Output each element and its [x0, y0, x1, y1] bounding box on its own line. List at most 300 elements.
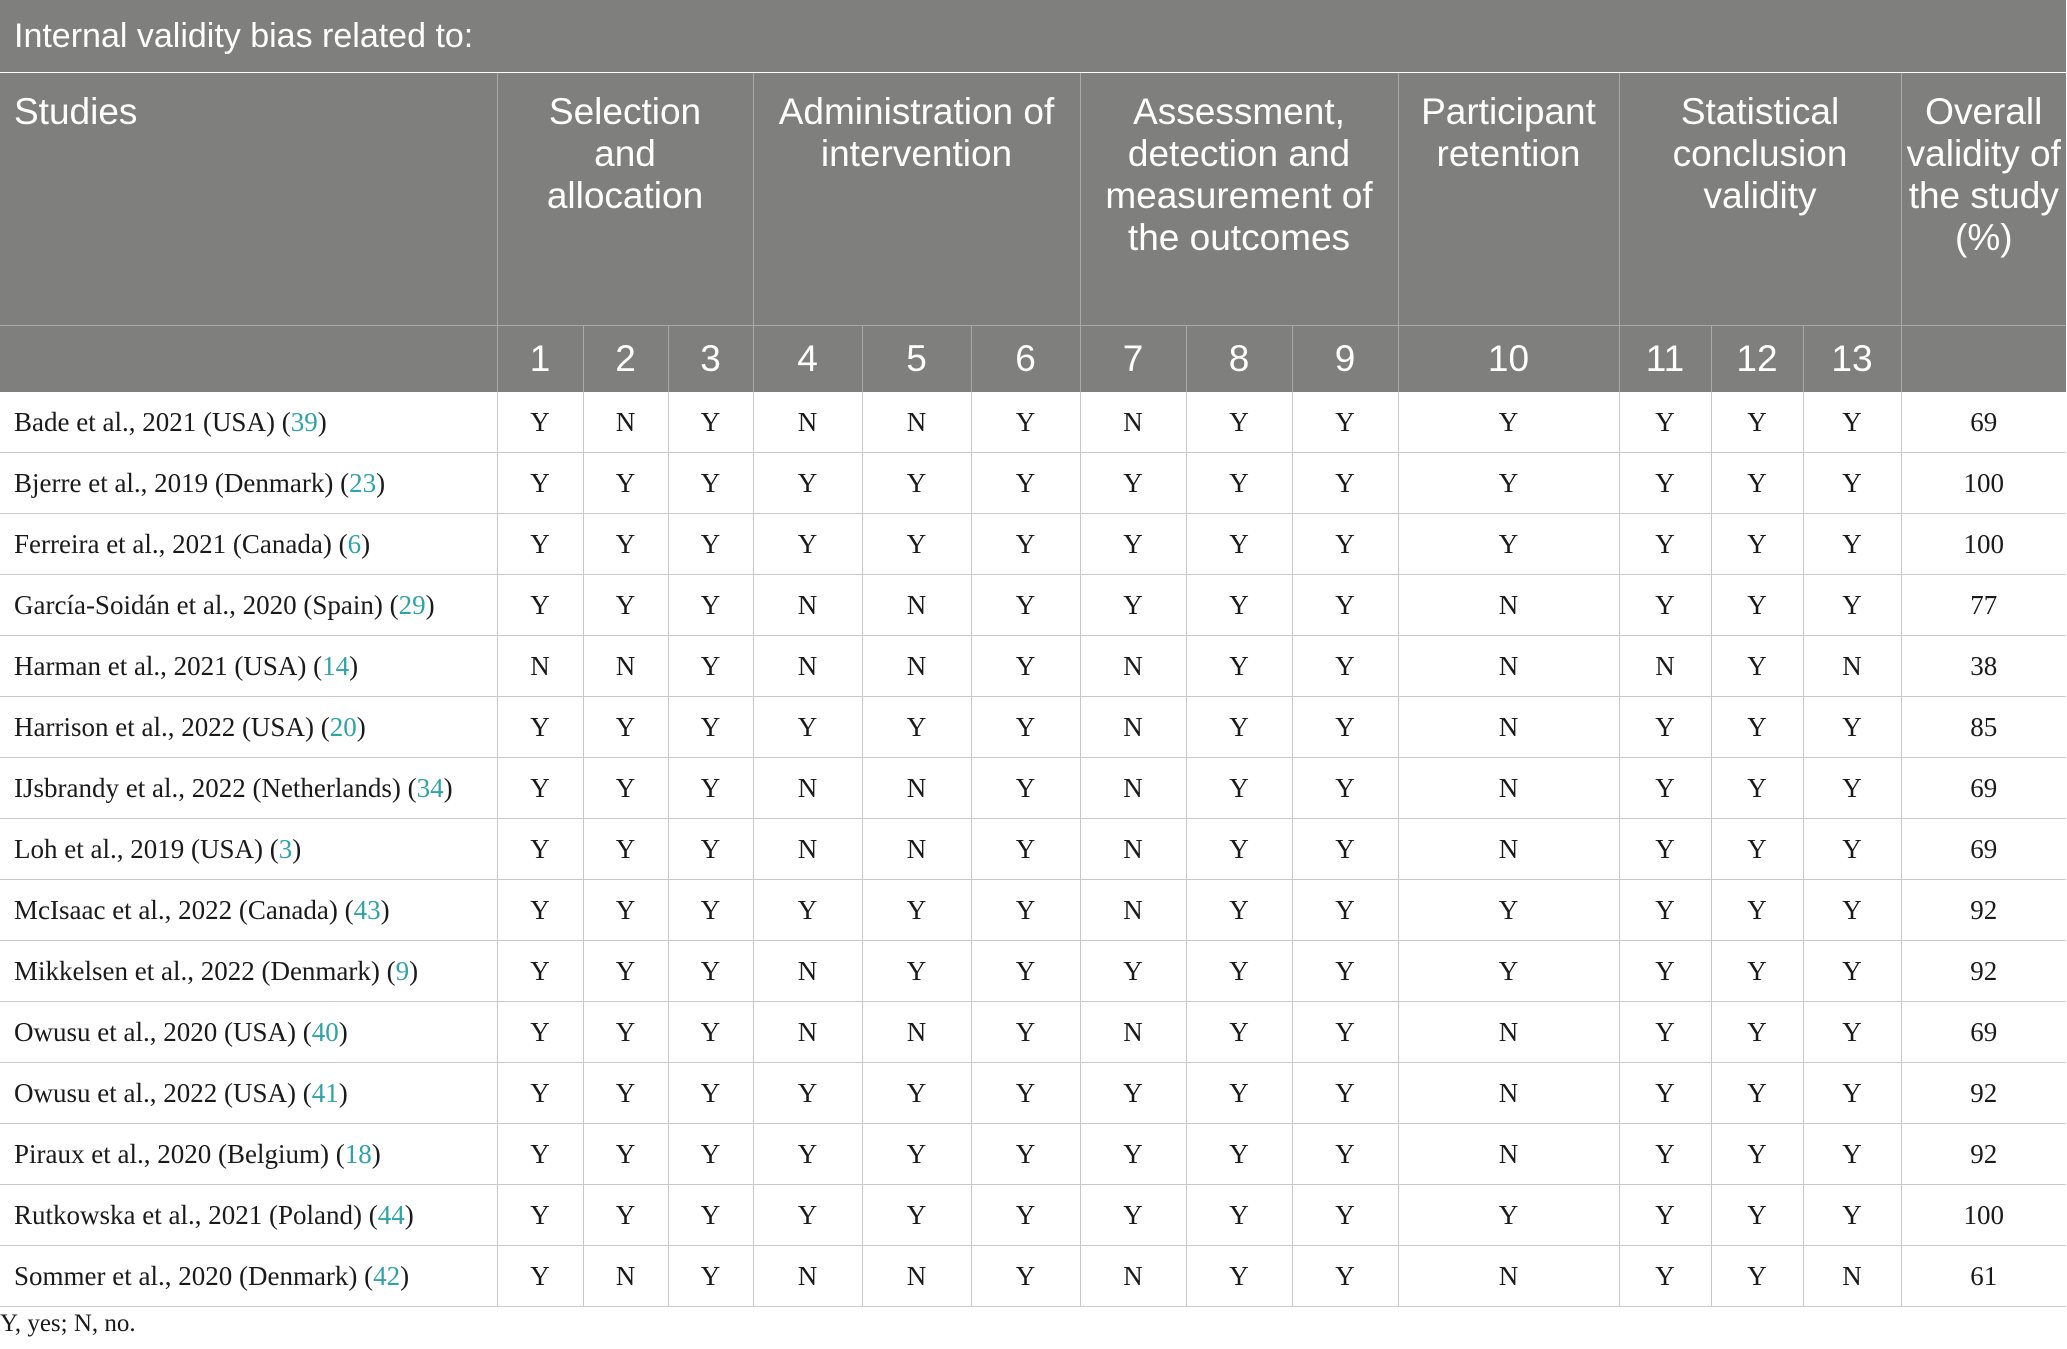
reference-link[interactable]: 3: [278, 833, 293, 864]
answer-cell-item-9: Y: [1292, 819, 1398, 880]
answer-cell-item-7: Y: [1080, 575, 1186, 636]
answer-cell-item-13: Y: [1803, 697, 1901, 758]
table-body: [0, 392, 2066, 1307]
answer-cell-item-2: Y: [583, 880, 668, 941]
answer-cell-item-2: Y: [583, 819, 668, 880]
study-citation: Piraux et al., 2020 (Belgium) (: [14, 1138, 345, 1169]
answer-cell-item-9: Y: [1292, 453, 1398, 514]
study-citation-close: ): [376, 467, 386, 498]
answer-cell-item-7: N: [1080, 758, 1186, 819]
study-cell: [0, 941, 497, 1002]
answer-cell-item-10: N: [1398, 697, 1619, 758]
answer-cell-item-2: N: [583, 392, 668, 453]
answer-cell-item-2: N: [583, 636, 668, 697]
answer-cell-item-1: Y: [497, 941, 583, 1002]
answer-cell-item-5: N: [862, 575, 971, 636]
table-row: [0, 758, 2066, 819]
answer-cell-item-8: Y: [1186, 819, 1292, 880]
answer-cell-item-7: Y: [1080, 1124, 1186, 1185]
item-number-2: 2: [583, 326, 668, 393]
study-citation: Harman et al., 2021 (USA) (: [14, 650, 323, 681]
answer-cell-item-2: Y: [583, 575, 668, 636]
table-caption: Internal validity bias related to:: [0, 0, 2066, 73]
item-number-7: 7: [1080, 326, 1186, 393]
answer-cell-item-11: Y: [1619, 941, 1711, 1002]
study-citation: Loh et al., 2019 (USA) (: [14, 833, 279, 864]
answer-cell-item-12: Y: [1711, 697, 1803, 758]
answer-cell-item-4: N: [753, 392, 862, 453]
answer-cell-item-4: Y: [753, 453, 862, 514]
item-number-overall-blank: [1901, 326, 2066, 393]
answer-cell-item-4: N: [753, 758, 862, 819]
answer-cell-item-7: N: [1080, 880, 1186, 941]
answer-cell-item-10: N: [1398, 575, 1619, 636]
answer-cell-item-4: Y: [753, 1124, 862, 1185]
study-cell: [0, 1124, 497, 1185]
answer-cell-item-7: Y: [1080, 453, 1186, 514]
answer-cell-item-8: Y: [1186, 1002, 1292, 1063]
table-row: [0, 1246, 2066, 1307]
answer-cell-item-2: Y: [583, 1185, 668, 1246]
reference-link[interactable]: 29: [398, 589, 426, 620]
answer-cell-item-5: Y: [862, 1124, 971, 1185]
reference-link[interactable]: 23: [349, 467, 377, 498]
reference-link[interactable]: 14: [322, 650, 350, 681]
study-citation: Owusu et al., 2020 (USA) (: [14, 1016, 312, 1047]
answer-cell-item-3: Y: [668, 514, 753, 575]
answer-cell-item-3: Y: [668, 575, 753, 636]
answer-cell-item-1: N: [497, 636, 583, 697]
answer-cell-item-2: Y: [583, 1002, 668, 1063]
study-citation: Bjerre et al., 2019 (Denmark) (: [14, 467, 350, 498]
answer-cell-item-6: Y: [971, 1124, 1080, 1185]
answer-cell-item-8: Y: [1186, 453, 1292, 514]
item-number-13: 13: [1803, 326, 1901, 393]
answer-cell-item-12: Y: [1711, 1185, 1803, 1246]
answer-cell-item-2: Y: [583, 514, 668, 575]
answer-cell-item-13: Y: [1803, 1185, 1901, 1246]
answer-cell-item-10: Y: [1398, 941, 1619, 1002]
overall-validity-cell: 69: [1901, 819, 2066, 880]
answer-cell-item-10: N: [1398, 636, 1619, 697]
overall-validity-cell: 100: [1901, 1185, 2066, 1246]
answer-cell-item-6: Y: [971, 941, 1080, 1002]
answer-cell-item-6: Y: [971, 636, 1080, 697]
answer-cell-item-11: Y: [1619, 1124, 1711, 1185]
answer-cell-item-13: N: [1803, 1246, 1901, 1307]
table-row: [0, 392, 2066, 453]
answer-cell-item-8: Y: [1186, 1063, 1292, 1124]
item-number-1: 1: [497, 326, 583, 393]
answer-cell-item-5: Y: [862, 941, 971, 1002]
answer-cell-item-6: Y: [971, 392, 1080, 453]
answer-cell-item-10: N: [1398, 1246, 1619, 1307]
answer-cell-item-4: Y: [753, 697, 862, 758]
reference-link[interactable]: 20: [329, 711, 357, 742]
answer-cell-item-6: Y: [971, 1185, 1080, 1246]
answer-cell-item-12: Y: [1711, 880, 1803, 941]
answer-cell-item-9: Y: [1292, 941, 1398, 1002]
answer-cell-item-8: Y: [1186, 941, 1292, 1002]
answer-cell-item-8: Y: [1186, 758, 1292, 819]
study-cell: [0, 1002, 497, 1063]
answer-cell-item-9: Y: [1292, 636, 1398, 697]
study-citation-close: ): [338, 1077, 348, 1108]
answer-cell-item-11: Y: [1619, 880, 1711, 941]
answer-cell-item-3: Y: [668, 1246, 753, 1307]
table-row: [0, 636, 2066, 697]
answer-cell-item-3: Y: [668, 819, 753, 880]
header-administration-intervention: Administration of intervention: [753, 73, 1080, 326]
answer-cell-item-10: N: [1398, 819, 1619, 880]
answer-cell-item-5: N: [862, 636, 971, 697]
answer-cell-item-9: Y: [1292, 1246, 1398, 1307]
overall-validity-cell: 38: [1901, 636, 2066, 697]
answer-cell-item-10: N: [1398, 1063, 1619, 1124]
answer-cell-item-6: Y: [971, 514, 1080, 575]
overall-validity-cell: 61: [1901, 1246, 2066, 1307]
answer-cell-item-6: Y: [971, 880, 1080, 941]
answer-cell-item-12: Y: [1711, 758, 1803, 819]
answer-cell-item-6: Y: [971, 1246, 1080, 1307]
answer-cell-item-3: Y: [668, 1002, 753, 1063]
header-statistical-validity: Statistical conclusion validity: [1619, 73, 1901, 326]
answer-cell-item-8: Y: [1186, 575, 1292, 636]
answer-cell-item-11: Y: [1619, 575, 1711, 636]
answer-cell-item-5: Y: [862, 880, 971, 941]
study-cell: [0, 1185, 497, 1246]
answer-cell-item-5: Y: [862, 1185, 971, 1246]
answer-cell-item-1: Y: [497, 575, 583, 636]
study-cell: [0, 1246, 497, 1307]
study-citation: Mikkelsen et al., 2022 (Denmark) (: [14, 955, 396, 986]
study-citation: Ferreira et al., 2021 (Canada) (: [14, 528, 348, 559]
answer-cell-item-3: Y: [668, 392, 753, 453]
answer-cell-item-13: Y: [1803, 1002, 1901, 1063]
answer-cell-item-7: Y: [1080, 514, 1186, 575]
table-row: [0, 1063, 2066, 1124]
item-number-8: 8: [1186, 326, 1292, 393]
answer-cell-item-3: Y: [668, 697, 753, 758]
answer-cell-item-12: Y: [1711, 1246, 1803, 1307]
overall-validity-cell: 69: [1901, 392, 2066, 453]
answer-cell-item-3: Y: [668, 636, 753, 697]
answer-cell-item-12: Y: [1711, 819, 1803, 880]
answer-cell-item-4: Y: [753, 1063, 862, 1124]
study-citation-close: ): [409, 955, 419, 986]
item-number-blank: [0, 326, 497, 393]
study-cell: [0, 880, 497, 941]
answer-cell-item-1: Y: [497, 392, 583, 453]
answer-cell-item-11: Y: [1619, 392, 1711, 453]
overall-validity-cell: 69: [1901, 1002, 2066, 1063]
overall-validity-cell: 100: [1901, 514, 2066, 575]
answer-cell-item-13: Y: [1803, 575, 1901, 636]
answer-cell-item-7: N: [1080, 697, 1186, 758]
answer-cell-item-3: Y: [668, 880, 753, 941]
table-row: [0, 819, 2066, 880]
overall-validity-cell: 100: [1901, 453, 2066, 514]
answer-cell-item-12: Y: [1711, 941, 1803, 1002]
reference-link[interactable]: 9: [395, 955, 410, 986]
answer-cell-item-10: N: [1398, 1124, 1619, 1185]
answer-cell-item-7: Y: [1080, 1063, 1186, 1124]
answer-cell-item-6: Y: [971, 1063, 1080, 1124]
table-row: [0, 1002, 2066, 1063]
overall-validity-cell: 77: [1901, 575, 2066, 636]
reference-link[interactable]: 41: [311, 1077, 339, 1108]
answer-cell-item-5: N: [862, 392, 971, 453]
answer-cell-item-5: N: [862, 819, 971, 880]
header-assessment-outcomes: Assessment, detection and measurement of the outcomes: [1080, 73, 1398, 326]
answer-cell-item-12: Y: [1711, 392, 1803, 453]
answer-cell-item-11: Y: [1619, 1063, 1711, 1124]
answer-cell-item-11: Y: [1619, 697, 1711, 758]
study-citation: Bade et al., 2021 (USA) (: [14, 406, 291, 437]
answer-cell-item-1: Y: [497, 1185, 583, 1246]
study-cell: [0, 514, 497, 575]
answer-cell-item-13: Y: [1803, 514, 1901, 575]
answer-cell-item-5: Y: [862, 453, 971, 514]
answer-cell-item-3: Y: [668, 1063, 753, 1124]
answer-cell-item-6: Y: [971, 697, 1080, 758]
study-citation: Harrison et al., 2022 (USA) (: [14, 711, 330, 742]
answer-cell-item-11: Y: [1619, 453, 1711, 514]
answer-cell-item-4: Y: [753, 880, 862, 941]
answer-cell-item-3: Y: [668, 1124, 753, 1185]
study-citation-close: ): [380, 894, 390, 925]
study-cell: [0, 392, 497, 453]
header-studies: Studies: [0, 73, 497, 326]
item-number-9: 9: [1292, 326, 1398, 393]
answer-cell-item-5: N: [862, 1002, 971, 1063]
answer-cell-item-2: N: [583, 1246, 668, 1307]
reference-link[interactable]: 43: [353, 894, 381, 925]
table-row: [0, 697, 2066, 758]
answer-cell-item-9: Y: [1292, 758, 1398, 819]
answer-cell-item-11: Y: [1619, 1246, 1711, 1307]
study-citation: Owusu et al., 2022 (USA) (: [14, 1077, 312, 1108]
answer-cell-item-7: N: [1080, 636, 1186, 697]
answer-cell-item-11: Y: [1619, 514, 1711, 575]
study-citation-close: ): [443, 772, 453, 803]
answer-cell-item-4: N: [753, 636, 862, 697]
table-row: [0, 575, 2066, 636]
answer-cell-item-12: Y: [1711, 575, 1803, 636]
study-citation-close: ): [400, 1260, 410, 1291]
study-citation: McIsaac et al., 2022 (Canada) (: [14, 894, 354, 925]
item-number-4: 4: [753, 326, 862, 393]
answer-cell-item-9: Y: [1292, 697, 1398, 758]
answer-cell-item-9: Y: [1292, 392, 1398, 453]
answer-cell-item-1: Y: [497, 758, 583, 819]
answer-cell-item-13: Y: [1803, 758, 1901, 819]
answer-cell-item-10: Y: [1398, 1185, 1619, 1246]
answer-cell-item-13: Y: [1803, 392, 1901, 453]
answer-cell-item-3: Y: [668, 1185, 753, 1246]
study-cell: [0, 758, 497, 819]
answer-cell-item-12: Y: [1711, 514, 1803, 575]
item-number-11: 11: [1619, 326, 1711, 393]
answer-cell-item-11: Y: [1619, 819, 1711, 880]
overall-validity-cell: 92: [1901, 1124, 2066, 1185]
answer-cell-item-2: Y: [583, 941, 668, 1002]
answer-cell-item-12: Y: [1711, 1124, 1803, 1185]
study-citation-close: ): [361, 528, 371, 559]
study-citation-close: ): [404, 1199, 414, 1230]
study-citation: Sommer et al., 2020 (Denmark) (: [14, 1260, 374, 1291]
answer-cell-item-10: Y: [1398, 880, 1619, 941]
answer-cell-item-12: Y: [1711, 1002, 1803, 1063]
answer-cell-item-1: Y: [497, 880, 583, 941]
answer-cell-item-13: Y: [1803, 819, 1901, 880]
table-row: [0, 880, 2066, 941]
answer-cell-item-1: Y: [497, 514, 583, 575]
reference-link[interactable]: 40: [311, 1016, 339, 1047]
answer-cell-item-7: Y: [1080, 941, 1186, 1002]
table-row: [0, 1185, 2066, 1246]
header-overall-validity: Overall validity of the study (%): [1901, 73, 2066, 326]
answer-cell-item-2: Y: [583, 1124, 668, 1185]
item-number-3: 3: [668, 326, 753, 393]
answer-cell-item-6: Y: [971, 758, 1080, 819]
answer-cell-item-4: Y: [753, 514, 862, 575]
study-cell: [0, 1063, 497, 1124]
answer-cell-item-13: N: [1803, 636, 1901, 697]
answer-cell-item-9: Y: [1292, 1185, 1398, 1246]
answer-cell-item-11: Y: [1619, 758, 1711, 819]
answer-cell-item-12: Y: [1711, 636, 1803, 697]
answer-cell-item-11: N: [1619, 636, 1711, 697]
answer-cell-item-5: Y: [862, 697, 971, 758]
study-citation-close: ): [349, 650, 359, 681]
study-citation-close: ): [317, 406, 327, 437]
item-number-12: 12: [1711, 326, 1803, 393]
answer-cell-item-9: Y: [1292, 1002, 1398, 1063]
answer-cell-item-7: N: [1080, 1246, 1186, 1307]
overall-validity-cell: 92: [1901, 941, 2066, 1002]
study-citation-close: ): [356, 711, 366, 742]
answer-cell-item-1: Y: [497, 1002, 583, 1063]
study-cell: [0, 819, 497, 880]
overall-validity-cell: 92: [1901, 1063, 2066, 1124]
answer-cell-item-9: Y: [1292, 575, 1398, 636]
answer-cell-item-10: Y: [1398, 392, 1619, 453]
study-citation: Rutkowska et al., 2021 (Poland) (: [14, 1199, 378, 1230]
answer-cell-item-13: Y: [1803, 453, 1901, 514]
answer-cell-item-8: Y: [1186, 392, 1292, 453]
answer-cell-item-8: Y: [1186, 1246, 1292, 1307]
answer-cell-item-4: N: [753, 1246, 862, 1307]
answer-cell-item-8: Y: [1186, 880, 1292, 941]
study-citation: IJsbrandy et al., 2022 (Netherlands) (: [14, 772, 417, 803]
item-number-6: 6: [971, 326, 1080, 393]
answer-cell-item-10: Y: [1398, 514, 1619, 575]
answer-cell-item-10: N: [1398, 758, 1619, 819]
answer-cell-item-13: Y: [1803, 1124, 1901, 1185]
answer-cell-item-1: Y: [497, 1063, 583, 1124]
answer-cell-item-12: Y: [1711, 1063, 1803, 1124]
answer-cell-item-4: N: [753, 819, 862, 880]
reference-link[interactable]: 18: [344, 1138, 372, 1169]
answer-cell-item-3: Y: [668, 758, 753, 819]
table-row: [0, 453, 2066, 514]
answer-cell-item-2: Y: [583, 758, 668, 819]
answer-cell-item-1: Y: [497, 1124, 583, 1185]
answer-cell-item-9: Y: [1292, 880, 1398, 941]
answer-cell-item-8: Y: [1186, 1185, 1292, 1246]
answer-cell-item-13: Y: [1803, 880, 1901, 941]
answer-cell-item-11: Y: [1619, 1002, 1711, 1063]
study-citation-close: ): [292, 833, 302, 864]
reference-link[interactable]: 44: [377, 1199, 405, 1230]
answer-cell-item-2: Y: [583, 453, 668, 514]
study-cell: [0, 453, 497, 514]
answer-cell-item-6: Y: [971, 1002, 1080, 1063]
header-participant-retention: Participant retention: [1398, 73, 1619, 326]
answer-cell-item-7: N: [1080, 819, 1186, 880]
answer-cell-item-10: N: [1398, 1002, 1619, 1063]
reference-link[interactable]: 34: [416, 772, 444, 803]
answer-cell-item-3: Y: [668, 453, 753, 514]
answer-cell-item-4: N: [753, 941, 862, 1002]
item-number-10: 10: [1398, 326, 1619, 393]
answer-cell-item-5: N: [862, 758, 971, 819]
answer-cell-item-4: Y: [753, 1185, 862, 1246]
study-citation: García-Soidán et al., 2020 (Spain) (: [14, 589, 399, 620]
answer-cell-item-3: Y: [668, 941, 753, 1002]
study-citation-close: ): [371, 1138, 381, 1169]
answer-cell-item-11: Y: [1619, 1185, 1711, 1246]
answer-cell-item-1: Y: [497, 819, 583, 880]
answer-cell-item-7: N: [1080, 1002, 1186, 1063]
answer-cell-item-8: Y: [1186, 1124, 1292, 1185]
table-footnote: Y, yes; N, no.: [0, 1310, 136, 1337]
answer-cell-item-7: Y: [1080, 1185, 1186, 1246]
answer-cell-item-7: N: [1080, 392, 1186, 453]
answer-cell-item-6: Y: [971, 819, 1080, 880]
study-citation-close: ): [338, 1016, 348, 1047]
overall-validity-cell: 69: [1901, 758, 2066, 819]
answer-cell-item-5: Y: [862, 514, 971, 575]
study-cell: [0, 575, 497, 636]
study-cell: [0, 697, 497, 758]
answer-cell-item-6: Y: [971, 453, 1080, 514]
answer-cell-item-9: Y: [1292, 1063, 1398, 1124]
reference-link[interactable]: 39: [290, 406, 318, 437]
item-number-5: 5: [862, 326, 971, 393]
reference-link[interactable]: 6: [347, 528, 362, 559]
answer-cell-item-10: Y: [1398, 453, 1619, 514]
answer-cell-item-13: Y: [1803, 1063, 1901, 1124]
table-row: [0, 1124, 2066, 1185]
overall-validity-cell: 85: [1901, 697, 2066, 758]
overall-validity-cell: 92: [1901, 880, 2066, 941]
answer-cell-item-8: Y: [1186, 636, 1292, 697]
table-row: [0, 941, 2066, 1002]
answer-cell-item-13: Y: [1803, 941, 1901, 1002]
answer-cell-item-8: Y: [1186, 514, 1292, 575]
answer-cell-item-5: N: [862, 1246, 971, 1307]
study-cell: [0, 636, 497, 697]
answer-cell-item-5: Y: [862, 1063, 971, 1124]
answer-cell-item-12: Y: [1711, 453, 1803, 514]
header-selection-allocation: Selection and allocation: [497, 73, 753, 326]
answer-cell-item-4: N: [753, 1002, 862, 1063]
reference-link[interactable]: 42: [373, 1260, 401, 1291]
study-citation-close: ): [425, 589, 435, 620]
answer-cell-item-2: Y: [583, 1063, 668, 1124]
